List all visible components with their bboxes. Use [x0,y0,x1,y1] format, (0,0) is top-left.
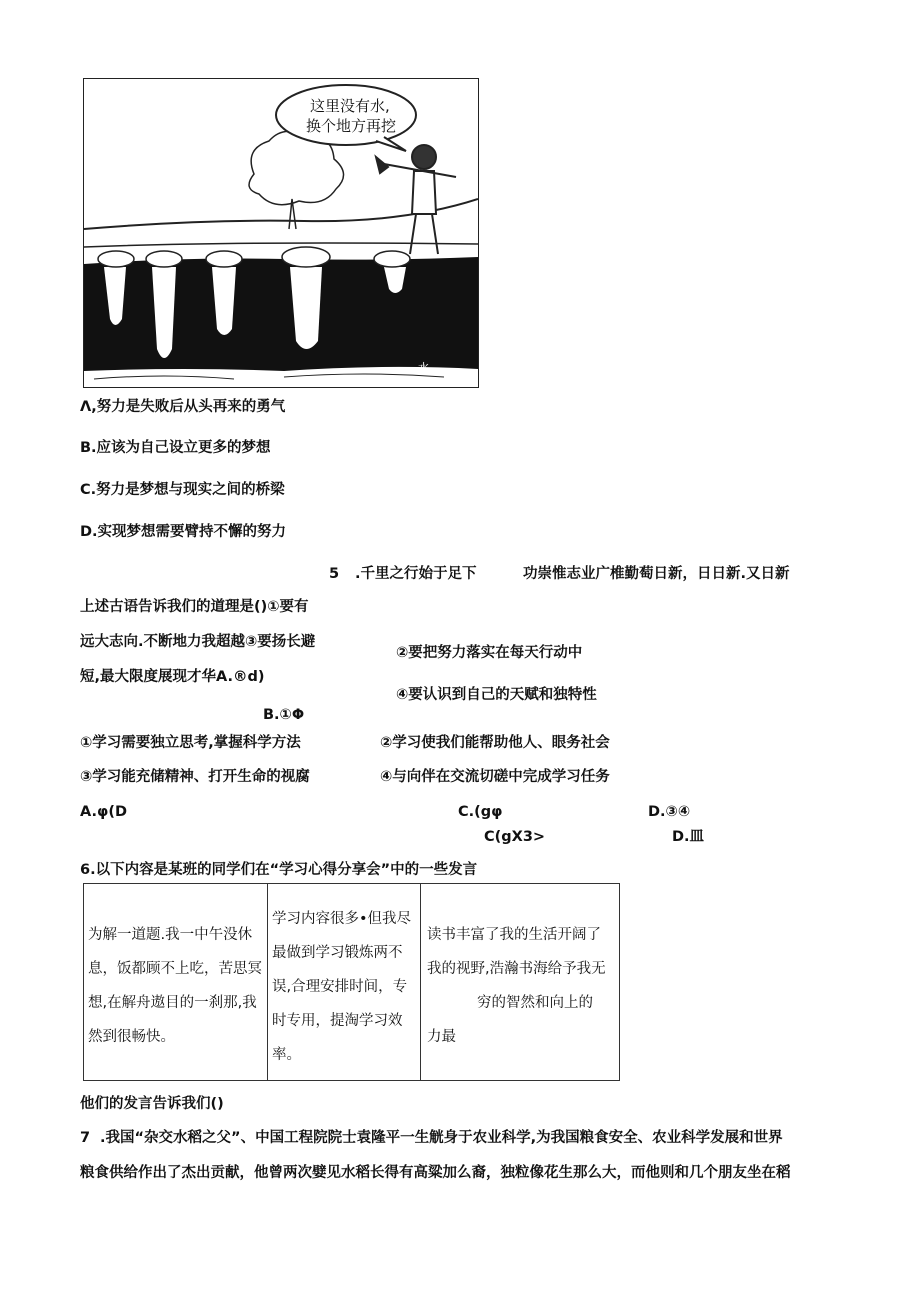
q6-cell-3-line: 我的视野,浩瀚书海给予我无 [427,961,606,977]
study-option-c-alt: C(gX3> [484,829,546,845]
q7-number: 7 [80,1130,91,1146]
q7-line-2: 粮食供给作出了杰出贡献，他曾两次嬖见水稻长得有高粱加么裔，独粒像花生那么大，而他则和几个朋友坐在稻 [80,1165,791,1181]
q6-cell-3-line: 读书丰富了我的生活开阔了 [427,927,601,943]
q6-cell-1-line: 息，饭都顾不上吃，苦思冥 [88,961,262,977]
speech-line-1: 这里没有水, [310,97,390,115]
q6-cell-2-line: 率。 [272,1047,301,1063]
q5-quote-2: 功崇惟志业广椎勤萄日新，日日新.又日新 [523,566,790,582]
q4-option-b: B.应该为自己设立更多的梦想 [80,440,271,456]
q5-number: 5 [329,566,340,582]
study-option-d-alt: D.皿 [672,829,705,845]
q6-table [83,883,620,1081]
study-option-a: A.φ(D [80,804,128,820]
q6-cell-2-line: 最做到学习锻炼两不 [272,945,403,961]
q6-cell-1-line: 然到很畅快。 [88,1029,175,1045]
digging-cartoon [84,79,478,387]
q6-cell-3-line: 力最 [427,1029,456,1045]
q6-question: 他们的发言告诉我们() [80,1096,224,1112]
q5-stem-line-2: 上述古语告诉我们的道理是()①要有 [80,599,309,615]
q6-cell-3 [421,884,619,1080]
study-statement-2: ②学习使我们能帮助他人、眼务社会 [380,735,610,751]
q6-cell-2-line: 学习内容很多•但我尽 [272,911,412,927]
q5-stem-line-3: 远大志向.不断地力我超越③要扬长避 [80,634,316,650]
q6-cell-1 [84,884,268,1080]
q6-cell-2 [268,884,421,1080]
cartoon-illustration [83,78,479,388]
study-option-d: D.③④ [648,804,691,820]
water-label: 水 [418,361,429,374]
q4-option-d: D.实现梦想需要臂持不懈的努力 [80,524,287,540]
q5-quote-1: .千里之行始于足下 [355,566,477,582]
q4-option-a: Λ,努力是失败后从头再来的勇气 [80,399,286,415]
q5-option-b: B.①Φ [263,707,305,723]
study-statement-3: ③学习能充储精神、打开生命的视腐 [80,769,310,785]
q6-cell-3-line: 穷的智然和向上的 [477,995,593,1011]
q5-statement-4: ④要认识到自己的天赋和独特性 [396,687,597,703]
study-statement-1: ①学习需要独立思考,掌握科学方法 [80,735,301,751]
q7-line-1: .我国“杂交水稻之父”、中国工程院院士袁隆平一生觥身于农业科学,为我国粮食安全、农业科学发展和世界 [100,1130,783,1146]
q5-stem-line-4: 短,最大限度展现才华A.®d) [80,669,265,685]
q6-cell-1-line: 想,在解舟遨目的一刹那,我 [88,995,257,1011]
q6-cell-1-line: 为解一道题.我一中午没休 [88,927,253,943]
q6-stem: 6.以下内容是某班的同学们在“学习心得分享会”中的一些发言 [80,862,478,878]
q6-cell-2-line: 误,合理安排时间，专 [272,979,408,995]
q5-statement-2: ②要把努力落实在每天行动中 [396,645,583,661]
study-option-c: C.(gφ [458,804,503,820]
speech-line-2: 换个地方再挖 [306,117,397,135]
study-statement-4: ④与向伴在交流切磋中完成学习任务 [380,769,610,785]
q6-cell-2-line: 时专用，提淘学习效 [272,1013,403,1029]
q4-option-c: C.努力是梦想与现实之间的桥梁 [80,482,285,498]
